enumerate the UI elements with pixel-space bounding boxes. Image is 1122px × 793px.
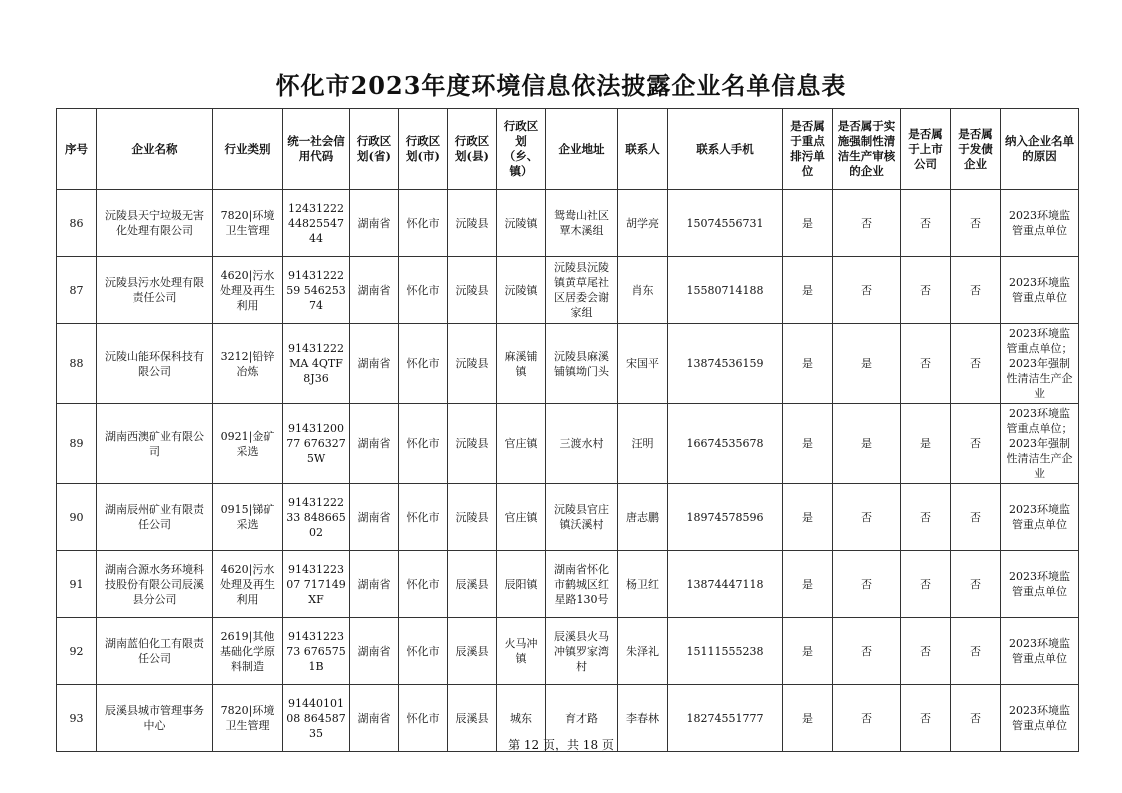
column-header: 是否属于重点排污单位 [783, 109, 833, 190]
cell-contact: 李春林 [618, 685, 668, 752]
column-header: 企业地址 [546, 109, 618, 190]
column-header: 统一社会信用代码 [283, 109, 350, 190]
table-header-row [57, 109, 1079, 190]
table-row [57, 324, 1079, 404]
cell-phone: 18974578596 [668, 484, 783, 551]
table-row [57, 257, 1079, 324]
cell-name: 湖南西澳矿业有限公司 [97, 404, 213, 484]
cell-town: 沅陵镇 [497, 190, 546, 257]
cell-address: 湖南省怀化市鹤城区红星路130号 [546, 551, 618, 618]
cell-province: 湖南省 [350, 404, 399, 484]
cell-city: 怀化市 [399, 324, 448, 404]
cell-key-polluter: 是 [783, 484, 833, 551]
column-header: 是否属于实施强制性清洁生产审核的企业 [833, 109, 901, 190]
cell-county: 辰溪县 [448, 551, 497, 618]
table-row [57, 551, 1079, 618]
cell-phone: 15111555238 [668, 618, 783, 685]
cell-city: 怀化市 [399, 685, 448, 752]
cell-industry: 0915|锑矿采选 [213, 484, 283, 551]
cell-code: 9143122233 84866502 [283, 484, 350, 551]
cell-key-polluter: 是 [783, 685, 833, 752]
cell-bond: 否 [951, 190, 1001, 257]
cell-address: 鸳鸯山社区覃木溪组 [546, 190, 618, 257]
column-header: 是否属于发债企业 [951, 109, 1001, 190]
cell-city: 怀化市 [399, 404, 448, 484]
cell-industry: 2619|其他基础化学原料制造 [213, 618, 283, 685]
cell-name: 湖南合源水务环境科技股份有限公司辰溪县分公司 [97, 551, 213, 618]
column-header: 企业名称 [97, 109, 213, 190]
cell-reason: 2023环境监管重点单位 [1001, 257, 1079, 324]
cell-county: 沅陵县 [448, 484, 497, 551]
cell-contact: 肖东 [618, 257, 668, 324]
cell-bond: 否 [951, 324, 1001, 404]
column-header: 行业类别 [213, 109, 283, 190]
cell-industry: 4620|污水处理及再生利用 [213, 257, 283, 324]
table-row [57, 618, 1079, 685]
cell-phone: 15580714188 [668, 257, 783, 324]
cell-reason: 2023环境监管重点单位 [1001, 618, 1079, 685]
cell-name: 沅陵县污水处理有限责任公司 [97, 257, 213, 324]
cell-bond: 否 [951, 551, 1001, 618]
table-row [57, 190, 1079, 257]
cell-reason: 2023环境监管重点单位 [1001, 190, 1079, 257]
cell-listed: 否 [901, 190, 951, 257]
column-header: 行政区划(县) [448, 109, 497, 190]
cell-no: 92 [57, 618, 97, 685]
cell-key-polluter: 是 [783, 324, 833, 404]
cell-clean-prod: 否 [833, 190, 901, 257]
cell-key-polluter: 是 [783, 551, 833, 618]
cell-contact: 汪明 [618, 404, 668, 484]
cell-city: 怀化市 [399, 257, 448, 324]
cell-address: 三渡水村 [546, 404, 618, 484]
cell-town: 城东 [497, 685, 546, 752]
cell-key-polluter: 是 [783, 257, 833, 324]
cell-address: 育才路 [546, 685, 618, 752]
cell-county: 辰溪县 [448, 618, 497, 685]
cell-clean-prod: 否 [833, 257, 901, 324]
cell-name: 湖南蓝伯化工有限责任公司 [97, 618, 213, 685]
cell-name: 沅陵山能环保科技有限公司 [97, 324, 213, 404]
cell-province: 湖南省 [350, 257, 399, 324]
cell-city: 怀化市 [399, 190, 448, 257]
column-header: 是否属于上市公司 [901, 109, 951, 190]
cell-no: 89 [57, 404, 97, 484]
cell-county: 沅陵县 [448, 404, 497, 484]
page-title: 怀化市2023年度环境信息依法披露企业名单信息表 [275, 71, 847, 100]
column-header: 纳入企业名单的原因 [1001, 109, 1079, 190]
cell-phone: 13874536159 [668, 324, 783, 404]
cell-listed: 否 [901, 551, 951, 618]
cell-no: 90 [57, 484, 97, 551]
cell-key-polluter: 是 [783, 404, 833, 484]
cell-city: 怀化市 [399, 618, 448, 685]
cell-code: 9143122259 54625374 [283, 257, 350, 324]
cell-key-polluter: 是 [783, 190, 833, 257]
cell-contact: 杨卫红 [618, 551, 668, 618]
cell-reason: 2023环境监管重点单位；2023年强制性清洁生产企业 [1001, 404, 1079, 484]
cell-clean-prod: 否 [833, 484, 901, 551]
cell-phone: 18274551777 [668, 685, 783, 752]
cell-province: 湖南省 [350, 190, 399, 257]
cell-address: 沅陵县麻溪铺镇坳门头 [546, 324, 618, 404]
cell-name: 沅陵县天宁垃圾无害化处理有限公司 [97, 190, 213, 257]
cell-clean-prod: 否 [833, 685, 901, 752]
column-header: 行政区划（乡、镇） [497, 109, 546, 190]
cell-industry: 3212|铅锌冶炼 [213, 324, 283, 404]
cell-town: 辰阳镇 [497, 551, 546, 618]
cell-industry: 4620|污水处理及再生利用 [213, 551, 283, 618]
cell-bond: 否 [951, 404, 1001, 484]
cell-listed: 否 [901, 484, 951, 551]
cell-phone: 16674535678 [668, 404, 783, 484]
cell-clean-prod: 是 [833, 324, 901, 404]
enterprise-table [56, 108, 1079, 752]
cell-code: 9143120077 6763275W [283, 404, 350, 484]
cell-province: 湖南省 [350, 685, 399, 752]
cell-address: 沅陵县官庄镇沃溪村 [546, 484, 618, 551]
cell-clean-prod: 是 [833, 404, 901, 484]
cell-reason: 2023环境监管重点单位 [1001, 685, 1079, 752]
cell-bond: 否 [951, 618, 1001, 685]
cell-county: 沅陵县 [448, 190, 497, 257]
cell-no: 86 [57, 190, 97, 257]
cell-listed: 否 [901, 324, 951, 404]
page-number: 第 12 页，共 18 页 [508, 738, 614, 752]
cell-no: 91 [57, 551, 97, 618]
cell-reason: 2023环境监管重点单位 [1001, 551, 1079, 618]
cell-industry: 7820|环境卫生管理 [213, 190, 283, 257]
cell-province: 湖南省 [350, 551, 399, 618]
cell-name: 湖南辰州矿业有限责任公司 [97, 484, 213, 551]
cell-industry: 7820|环境卫生管理 [213, 685, 283, 752]
cell-listed: 否 [901, 685, 951, 752]
column-header: 联系人 [618, 109, 668, 190]
cell-town: 火马冲镇 [497, 618, 546, 685]
cell-name: 辰溪县城市管理事务中心 [97, 685, 213, 752]
cell-address: 辰溪县火马冲镇罗家湾村 [546, 618, 618, 685]
cell-town: 官庄镇 [497, 404, 546, 484]
cell-contact: 胡学亮 [618, 190, 668, 257]
cell-bond: 否 [951, 685, 1001, 752]
cell-industry: 0921|金矿采选 [213, 404, 283, 484]
cell-clean-prod: 否 [833, 551, 901, 618]
cell-reason: 2023环境监管重点单位 [1001, 484, 1079, 551]
column-header: 序号 [57, 109, 97, 190]
cell-county: 沅陵县 [448, 257, 497, 324]
cell-province: 湖南省 [350, 618, 399, 685]
cell-listed: 否 [901, 257, 951, 324]
cell-province: 湖南省 [350, 484, 399, 551]
cell-key-polluter: 是 [783, 618, 833, 685]
cell-contact: 唐志鹏 [618, 484, 668, 551]
cell-address: 沅陵县沅陵镇黄草尾社区居委会谢家组 [546, 257, 618, 324]
column-header: 行政区划(省) [350, 109, 399, 190]
cell-town: 官庄镇 [497, 484, 546, 551]
cell-bond: 否 [951, 257, 1001, 324]
cell-reason: 2023环境监管重点单位；2023年强制性清洁生产企业 [1001, 324, 1079, 404]
cell-contact: 宋国平 [618, 324, 668, 404]
cell-phone: 13874447118 [668, 551, 783, 618]
cell-province: 湖南省 [350, 324, 399, 404]
cell-county: 辰溪县 [448, 685, 497, 752]
cell-clean-prod: 否 [833, 618, 901, 685]
cell-listed: 否 [901, 618, 951, 685]
cell-bond: 否 [951, 484, 1001, 551]
cell-no: 93 [57, 685, 97, 752]
table-row [57, 404, 1079, 484]
column-header: 联系人手机 [668, 109, 783, 190]
cell-town: 麻溪铺镇 [497, 324, 546, 404]
cell-contact: 朱泽礼 [618, 618, 668, 685]
cell-code: 9144010108 86458735 [283, 685, 350, 752]
cell-no: 87 [57, 257, 97, 324]
cell-code: 9143122307 717149XF [283, 551, 350, 618]
cell-town: 沅陵镇 [497, 257, 546, 324]
column-header: 行政区划(市) [399, 109, 448, 190]
table-row [57, 484, 1079, 551]
cell-city: 怀化市 [399, 551, 448, 618]
cell-code: 124312224482554744 [283, 190, 350, 257]
cell-county: 沅陵县 [448, 324, 497, 404]
cell-code: 9143122373 6765751B [283, 618, 350, 685]
cell-phone: 15074556731 [668, 190, 783, 257]
cell-code: 91431222MA 4QTF8J36 [283, 324, 350, 404]
cell-city: 怀化市 [399, 484, 448, 551]
cell-listed: 是 [901, 404, 951, 484]
cell-no: 88 [57, 324, 97, 404]
